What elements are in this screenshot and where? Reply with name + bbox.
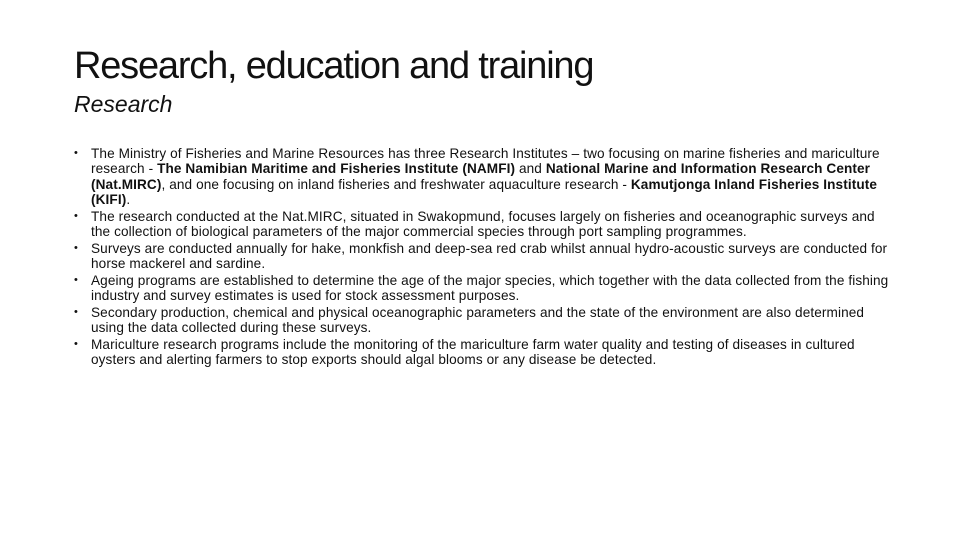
bullet-text: Surveys are conducted annually for hake, monkfish and deep-sea red crab whilst annual hydro-acoustic surveys are conducted for horse mackerel and sardine. xyxy=(91,240,888,272)
bullet-text: Mariculture research programs include the monitoring of the mariculture farm water quality and testing of diseases in cultured oysters and alerting farmers to stop exports should algal blooms or any disease be detected. xyxy=(91,336,855,368)
institute-name-kifi: Kamutjonga Inland Fisheries Institute (KIFI) xyxy=(91,176,878,208)
bullet-item-5 xyxy=(74,305,894,336)
bullet-item-2 xyxy=(74,209,894,240)
bullet-item-4 xyxy=(74,273,894,304)
bullet-text: The research conducted at the Nat.MIRC, situated in Swakopmund, focuses largely on fisheries and oceanographic surveys and the collection of biological parameters of the major commercial species through port sampling programmes. xyxy=(91,208,875,240)
slide-title: Research, education and training xyxy=(74,45,594,87)
bullet-text: . xyxy=(126,192,131,208)
slide-subtitle: Research xyxy=(74,91,173,117)
bullet-text: Ageing programs are established to determine the age of the major species, which together with the data collected from the fishing industry and survey estimates is used for stock assessment purposes. xyxy=(91,272,889,304)
bullet-list xyxy=(74,146,894,369)
bullet-text: The Ministry of Fisheries and Marine Resources has three Research Institutes – two focusing on marine fisheries and mariculture research - xyxy=(91,146,880,177)
bullet-text: and xyxy=(515,161,546,177)
bullet-item-3 xyxy=(74,241,894,272)
bullet-text: , and one focusing on inland fisheries and freshwater aquaculture research - xyxy=(161,176,631,192)
institute-name-natmirc: National Marine and Information Research Center (Nat.MIRC) xyxy=(91,161,871,192)
bullet-text: Secondary production, chemical and physical oceanographic parameters and the state of the environment are also determined using the data collected during these surveys. xyxy=(91,304,865,336)
institute-name-namfi: The Namibian Maritime and Fisheries Institute (NAMFI) xyxy=(157,161,516,177)
bullet-item-1 xyxy=(74,146,894,208)
bullet-item-6 xyxy=(74,337,894,368)
